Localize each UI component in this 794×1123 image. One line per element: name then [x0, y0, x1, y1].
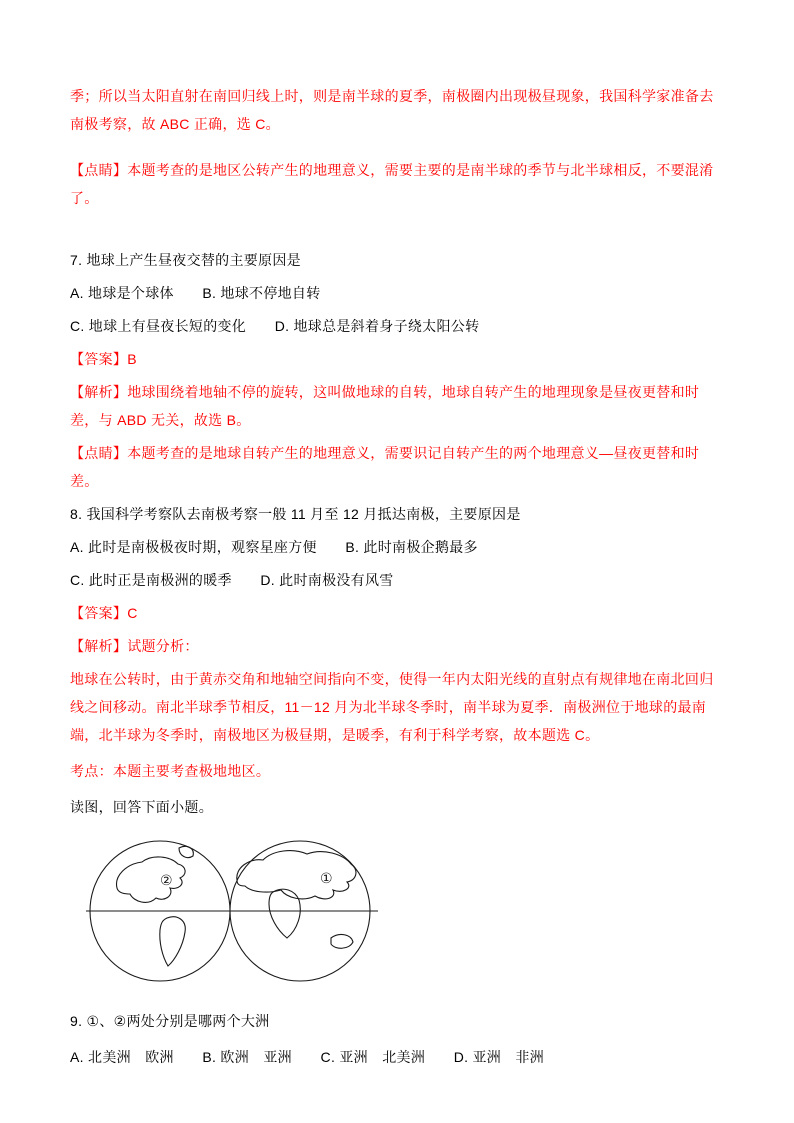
north-america-shape: [117, 857, 186, 902]
q9-stem: 9. ①、②两处分别是哪两个大洲: [70, 1013, 270, 1029]
hemisphere-maps: [86, 835, 378, 987]
hemisphere-maps-figure: [86, 835, 724, 987]
q8-stem: 8. 我国科学考察队去南极考察一般 11 月至 12 月抵达南极，主要原因是: [70, 506, 521, 522]
q8-analysis-head: 【解析】试题分析：: [70, 638, 199, 654]
africa-shape: [269, 889, 300, 938]
q9-options: A. 北美洲 欧洲 B. 欧洲 亚洲 C. 亚洲 北美洲 D. 亚洲 非洲: [70, 1049, 545, 1065]
q7-options-ab: A. 地球是个球体 B. 地球不停地自转: [70, 285, 321, 301]
figure-intro: 读图，回答下面小题。: [70, 799, 213, 815]
q8-answer: 【答案】C: [70, 605, 138, 621]
q8-exam-point: 考点：本题主要考查极地地区。: [70, 763, 271, 779]
q8-options-ab: A. 此时是南极极夜时期，观察星座方便 B. 此时南极企鹅最多: [70, 539, 478, 555]
q7-stem: 7. 地球上产生昼夜交替的主要原因是: [70, 252, 301, 268]
carryover-explanation: 季；所以当太阳直射在南回归线上时，则是南半球的夏季，南极圈内出现极昼现象，我国科学家准备去南极考察，故 ABC 正确，选 C。: [70, 88, 714, 132]
q7-analysis: 【解析】地球围绕着地轴不停的旋转，这叫做地球的自转，地球自转产生的地理现象是昼夜更替和时差，与 ABD 无关，故选 B。: [70, 384, 700, 428]
q7-tip: 【点睛】本题考查的是地球自转产生的地理意义，需要识记自转产生的两个地理意义—昼夜更替和时差。: [70, 445, 700, 489]
greenland-shape: [179, 846, 193, 857]
south-america-shape: [160, 917, 185, 966]
label-circled-1: ①: [320, 870, 333, 886]
q7-answer: 【答案】B: [70, 351, 137, 367]
q8-options-cd: C. 此时正是南极洲的暖季 D. 此时南极没有风雪: [70, 572, 394, 588]
carryover-tip: 【点睛】本题考查的是地区公转产生的地理意义，需要主要的是南半球的季节与北半球相反，不要混淆了。: [70, 162, 714, 206]
q7-options-cd: C. 地球上有昼夜长短的变化 D. 地球总是斜着身子绕太阳公转: [70, 318, 480, 334]
australia-shape: [331, 935, 353, 949]
label-circled-2: ②: [160, 872, 173, 888]
q8-analysis-body: 地球在公转时，由于黄赤交角和地轴空间指向不变，使得一年内太阳光线的直射点有规律地在南北回归线之间移动。南北半球季节相反，11－12 月为北半球冬季时，南半球为夏季．南极洲位于地球的最南端，北半球为冬季时，南极地区为极昼期，是暖季，有利于科学考察，故本题选 C。: [70, 671, 714, 743]
